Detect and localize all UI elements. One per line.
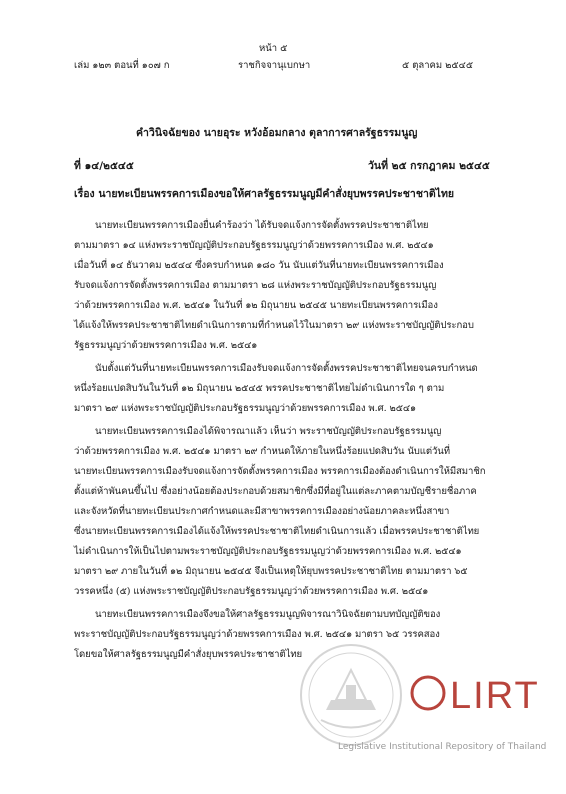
body-line: ว่าด้วยพรรคการเมือง พ.ศ. ๒๕๔๑ ในวันที่ ๑๒ มิถุนายน ๒๕๔๕ นายทะเบียนพรรคการเมือง	[74, 300, 438, 311]
document-heading: คำวินิจฉัยของ นายอุระ หวังอ้อมกลาง ตุลาการศาลรัฐธรรมนูญ	[136, 127, 418, 139]
body-line: นายทะเบียนพรรคการเมืองจึงขอให้ศาลรัฐธรรมนูญพิจารณาวินิจฉัยตามบทบัญญัติของ	[95, 609, 441, 620]
body-line: ว่าด้วยพรรคการเมือง พ.ศ. ๒๕๔๑ มาตรา ๒๙ กำหนดให้ภายในหนึ่งร้อยแปดสิบวัน นับแต่วันที่	[74, 446, 450, 457]
body-line: นายทะเบียนพรรคการเมืองได้พิจารณาแล้ว เห็นว่า พระราชบัญญัติประกอบรัฐธรรมนูญ	[95, 426, 442, 437]
gazette-name: ราชกิจจานุเบกษา	[238, 60, 311, 71]
gazette-volume: เล่ม ๑๒๓ ตอนที่ ๑๐๗ ก	[74, 60, 170, 71]
body-line: เมื่อวันที่ ๑๔ ธันวาคม ๒๕๔๔ ซึ่งครบกำหนด ๑๘๐ วัน นับแต่วันที่นายทะเบียนพรรคการเมือง	[74, 260, 444, 271]
gazette-date: ๕ ตุลาคม ๒๕๔๕	[402, 60, 474, 71]
watermark-caption: Legislative Institutional Repository of Thailand	[338, 742, 547, 752]
emblem-watermark-icon	[296, 640, 406, 750]
ruling-number: ที่ ๑๔/๒๕๔๕	[74, 160, 134, 172]
subject-line: เรื่อง นายทะเบียนพรรคการเมืองขอให้ศาลรัฐธรรมนูญมีคำสั่งยุบพรรคประชาชาติไทย	[74, 188, 455, 200]
body-line: พระราชบัญญัติประกอบรัฐธรรมนูญว่าด้วยพรรคการเมือง พ.ศ. ๒๕๔๑ มาตรา ๖๕ วรรคสอง	[74, 629, 440, 640]
body-line: มาตรา ๒๙ ภายในวันที่ ๑๒ มิถุนายน ๒๕๔๕ จึงเป็นเหตุให้ยุบพรรคประชาชาติไทย ตามมาตรา ๖๕	[74, 566, 468, 577]
page-number: หน้า ๕	[259, 43, 288, 54]
body-line: ตามมาตรา ๑๔ แห่งพระราชบัญญัติประกอบรัฐธรรมนูญว่าด้วยพรรคการเมือง พ.ศ. ๒๕๔๑	[74, 240, 434, 251]
body-line: วรรคหนึ่ง (๕) แห่งพระราชบัญญัติประกอบรัฐธรรมนูญว่าด้วยพรรคการเมือง พ.ศ. ๒๕๔๑	[74, 586, 429, 597]
body-line: ไม่ดำเนินการให้เป็นไปตามพระราชบัญญัติประกอบรัฐธรรมนูญว่าด้วยพรรคการเมือง พ.ศ. ๒๕๔๑	[74, 546, 462, 557]
body-line: โดยขอให้ศาลรัฐธรรมนูญมีคำสั่งยุบพรรคประชาชาติไทย	[74, 649, 303, 660]
body-line: นายทะเบียนพรรคการเมืองยื่นคำร้องว่า ได้รับจดแจ้งการจัดตั้งพรรคประชาชาติไทย	[95, 220, 429, 231]
lirt-logo	[410, 668, 540, 718]
body-line: รัฐธรรมนูญว่าด้วยพรรคการเมือง พ.ศ. ๒๕๔๑	[74, 340, 258, 351]
lirt-logo-text: LIRT	[450, 675, 540, 717]
body-line: มาตรา ๒๙ แห่งพระราชบัญญัติประกอบรัฐธรรมนูญว่าด้วยพรรคการเมือง พ.ศ. ๒๕๔๑	[74, 403, 417, 414]
body-line: หนึ่งร้อยแปดสิบวันในวันที่ ๑๒ มิถุนายน ๒๕๔๕ พรรคประชาชาติไทยไม่ดำเนินการใด ๆ ตาม	[74, 383, 445, 394]
body-line: รับจดแจ้งการจัดตั้งพรรคการเมือง ตามมาตรา ๒๘ แห่งพระราชบัญญัติประกอบรัฐธรรมนูญ	[74, 280, 437, 291]
body-line: นายทะเบียนพรรคการเมืองรับจดแจ้งการจัดตั้งพรรคการเมือง พรรคการเมืองต้องดำเนินการให้มีสมาชิก	[74, 466, 486, 477]
ruling-date: วันที่ ๒๕ กรกฎาคม ๒๕๔๕	[368, 160, 490, 172]
body-line: นับตั้งแต่วันที่นายทะเบียนพรรคการเมืองรับจดแจ้งการจัดตั้งพรรคประชาชาติไทยจนครบกำหนด	[95, 363, 478, 374]
body-line: ตั้งแต่ห้าพันคนขึ้นไป ซึ่งอย่างน้อยต้องประกอบด้วยสมาชิกซึ่งมีที่อยู่ในแต่ละภาคตามบัญชีรายชื่อภาค	[74, 486, 477, 497]
body-line: ซึ่งนายทะเบียนพรรคการเมืองได้แจ้งให้พรรคประชาชาติไทยดำเนินการแล้ว เมื่อพรรคประชาชาติไทย	[74, 526, 480, 537]
body-line: และจังหวัดที่นายทะเบียนประกาศกำหนดและมีสาขาพรรคการเมืองอย่างน้อยภาคละหนึ่งสาขา	[74, 506, 450, 517]
body-line: ได้แจ้งให้พรรคประชาชาติไทยดำเนินการตามที่กำหนดไว้ในมาตรา ๒๙ แห่งพระราชบัญญัติประกอบ	[74, 320, 474, 331]
